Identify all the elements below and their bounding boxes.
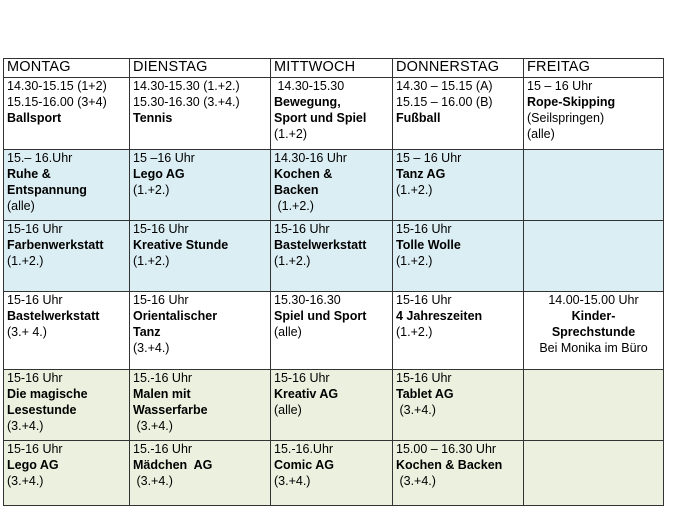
activity-detail: 15 –16 Uhr bbox=[133, 151, 195, 165]
activity-detail: (3.+4.) bbox=[133, 341, 170, 355]
schedule-cell-tuesday bbox=[130, 441, 271, 506]
activity-detail: 15-16 Uhr bbox=[7, 293, 63, 307]
schedule-cell-thursday bbox=[393, 292, 524, 370]
activity-title: Kochen & Backen bbox=[396, 458, 503, 472]
activity-title: Rope-Skipping bbox=[527, 95, 616, 109]
activity-detail: 15.-16 Uhr bbox=[133, 442, 193, 456]
activity-title: Wasserfarbe bbox=[133, 403, 208, 417]
schedule-cell-thursday bbox=[393, 441, 524, 506]
activity-title: Mädchen AG bbox=[133, 458, 213, 472]
activity-detail: 15-16 Uhr bbox=[274, 371, 330, 385]
schedule-row bbox=[4, 370, 664, 441]
activity-detail: 15-16 Uhr bbox=[396, 222, 452, 236]
activity-detail: (3.+4.) bbox=[7, 474, 44, 488]
header-tuesday: DIENSTAG bbox=[130, 59, 271, 78]
activity-detail: (Seilspringen) bbox=[527, 111, 605, 125]
schedule-cell-thursday bbox=[393, 78, 524, 150]
activity-detail: (alle) bbox=[527, 127, 555, 141]
activity-title: Lego AG bbox=[133, 167, 185, 181]
activity-title: Tablet AG bbox=[396, 387, 454, 401]
activity-detail: 15.00 – 16.30 Uhr bbox=[396, 442, 497, 456]
activity-detail: 15 – 16 Uhr bbox=[527, 79, 593, 93]
header-wednesday: MITTWOCH bbox=[271, 59, 393, 78]
activity-detail: 15.30-16.30 bbox=[274, 293, 341, 307]
activity-detail: (3.+4.) bbox=[133, 419, 173, 433]
activity-detail: (1.+2.) bbox=[133, 183, 170, 197]
header-monday: MONTAG bbox=[4, 59, 130, 78]
activity-detail: 15-16 Uhr bbox=[7, 371, 63, 385]
activity-detail: (1.+2.) bbox=[274, 254, 311, 268]
schedule-cell-friday bbox=[524, 78, 664, 150]
activity-detail: (3.+ 4.) bbox=[7, 325, 47, 339]
schedule-cell-friday bbox=[524, 292, 664, 370]
activity-detail: (1.+2.) bbox=[396, 254, 433, 268]
timetable bbox=[3, 58, 664, 506]
schedule-cell-thursday bbox=[393, 150, 524, 221]
schedule-cell-tuesday bbox=[130, 370, 271, 441]
schedule-cell-wednesday bbox=[271, 78, 393, 150]
schedule-row bbox=[4, 441, 664, 506]
schedule-cell-friday bbox=[524, 221, 664, 292]
activity-title: Bastelwerkstatt bbox=[274, 238, 367, 252]
activity-detail: (1.+2.) bbox=[7, 254, 44, 268]
activity-detail: 15-16 Uhr bbox=[396, 371, 452, 385]
schedule-cell-tuesday bbox=[130, 221, 271, 292]
activity-detail: (1.+2.) bbox=[274, 199, 314, 213]
activity-title: Tanz AG bbox=[396, 167, 446, 181]
activity-title: Ruhe & bbox=[7, 167, 51, 181]
activity-detail: 15-16 Uhr bbox=[133, 222, 189, 236]
activity-title: Backen bbox=[274, 183, 319, 197]
activity-title: Farbenwerkstatt bbox=[7, 238, 104, 252]
activity-detail: (3.+4.) bbox=[133, 474, 173, 488]
activity-detail: 15.15-16.00 (3+4) bbox=[7, 95, 107, 109]
schedule-cell-wednesday bbox=[271, 370, 393, 441]
activity-title: Sport und Spiel bbox=[274, 111, 367, 125]
activity-detail: 15-16 Uhr bbox=[7, 222, 63, 236]
activity-detail: 14.30-15.15 (1+2) bbox=[7, 79, 107, 93]
activity-detail: 15-16 Uhr bbox=[396, 293, 452, 307]
activity-detail: (1.+2.) bbox=[133, 254, 170, 268]
activity-detail: (alle) bbox=[274, 325, 302, 339]
schedule-cell-friday bbox=[524, 150, 664, 221]
schedule-cell-wednesday bbox=[271, 221, 393, 292]
activity-detail: 15 – 16 Uhr bbox=[396, 151, 462, 165]
activity-title: Sprechstunde bbox=[551, 325, 636, 339]
schedule-cell-monday bbox=[4, 441, 130, 506]
activity-detail: 14.30-16 Uhr bbox=[274, 151, 347, 165]
schedule-row bbox=[4, 221, 664, 292]
activity-title: Fußball bbox=[396, 111, 441, 125]
header-thursday: DONNERSTAG bbox=[393, 59, 524, 78]
header-row bbox=[4, 59, 664, 78]
activity-title: Spiel und Sport bbox=[274, 309, 367, 323]
activity-title: Tanz bbox=[133, 325, 161, 339]
schedule-cell-tuesday bbox=[130, 292, 271, 370]
schedule-row bbox=[4, 78, 664, 150]
schedule-cell-monday bbox=[4, 370, 130, 441]
schedule-row bbox=[4, 150, 664, 221]
schedule-cell-wednesday bbox=[271, 441, 393, 506]
schedule-cell-tuesday bbox=[130, 78, 271, 150]
activity-title: 4 Jahreszeiten bbox=[396, 309, 483, 323]
activity-detail: Bei Monika im Büro bbox=[539, 341, 648, 355]
schedule-cell-monday bbox=[4, 292, 130, 370]
schedule-cell-friday bbox=[524, 441, 664, 506]
activity-detail: 15.– 16.Uhr bbox=[7, 151, 73, 165]
activity-detail: 15.-16 Uhr bbox=[133, 371, 193, 385]
schedule-cell-wednesday bbox=[271, 150, 393, 221]
activity-detail: (1.+2.) bbox=[396, 183, 433, 197]
activity-detail: 14.30 – 15.15 (A) bbox=[396, 79, 493, 93]
activity-detail: 15.15 – 16.00 (B) bbox=[396, 95, 493, 109]
activity-title: Ballsport bbox=[7, 111, 62, 125]
header-friday: FREITAG bbox=[524, 59, 664, 78]
activity-detail: 15.-16.Uhr bbox=[274, 442, 334, 456]
activity-title: Comic AG bbox=[274, 458, 334, 472]
activity-title: Malen mit bbox=[133, 387, 191, 401]
activity-title: Bastelwerkstatt bbox=[7, 309, 100, 323]
schedule-cell-monday bbox=[4, 78, 130, 150]
activity-title: Kinder- bbox=[571, 309, 616, 323]
activity-title: Lesestunde bbox=[7, 403, 77, 417]
schedule-cell-wednesday bbox=[271, 292, 393, 370]
activity-detail: (1.+2) bbox=[274, 127, 308, 141]
schedule-cell-monday bbox=[4, 221, 130, 292]
schedule-cell-thursday bbox=[393, 221, 524, 292]
activity-detail: (alle) bbox=[7, 199, 35, 213]
activity-title: Kreative Stunde bbox=[133, 238, 229, 252]
schedule-row bbox=[4, 292, 664, 370]
activity-detail: 15-16 Uhr bbox=[7, 442, 63, 456]
activity-detail: 15-16 Uhr bbox=[133, 293, 189, 307]
schedule-cell-thursday bbox=[393, 370, 524, 441]
activity-title: Kreativ AG bbox=[274, 387, 339, 401]
schedule-cell-monday bbox=[4, 150, 130, 221]
activity-detail: 15.30-16.30 (3.+4.) bbox=[133, 95, 240, 109]
schedule-cell-friday bbox=[524, 370, 664, 441]
activity-title: Orientalischer bbox=[133, 309, 218, 323]
activity-detail: 14.30-15.30 bbox=[274, 79, 345, 93]
activity-detail: 15-16 Uhr bbox=[274, 222, 330, 236]
activity-title: Tolle Wolle bbox=[396, 238, 461, 252]
activity-detail: (alle) bbox=[274, 403, 302, 417]
schedule-cell-tuesday bbox=[130, 150, 271, 221]
activity-detail: (3.+4.) bbox=[274, 474, 311, 488]
activity-title: Tennis bbox=[133, 111, 173, 125]
activity-detail: 14.00-15.00 Uhr bbox=[548, 293, 639, 307]
activity-title: Die magische bbox=[7, 387, 88, 401]
activity-detail: (3.+4.) bbox=[396, 474, 436, 488]
activity-title: Kochen & bbox=[274, 167, 333, 181]
activity-title: Entspannung bbox=[7, 183, 87, 197]
activity-detail: (1.+2.) bbox=[396, 325, 433, 339]
activity-detail: (3.+4.) bbox=[396, 403, 436, 417]
activity-title: Lego AG bbox=[7, 458, 59, 472]
activity-title: Bewegung, bbox=[274, 95, 341, 109]
activity-detail: (3.+4.) bbox=[7, 419, 44, 433]
activity-detail: 14.30-15.30 (1.+2.) bbox=[133, 79, 240, 93]
